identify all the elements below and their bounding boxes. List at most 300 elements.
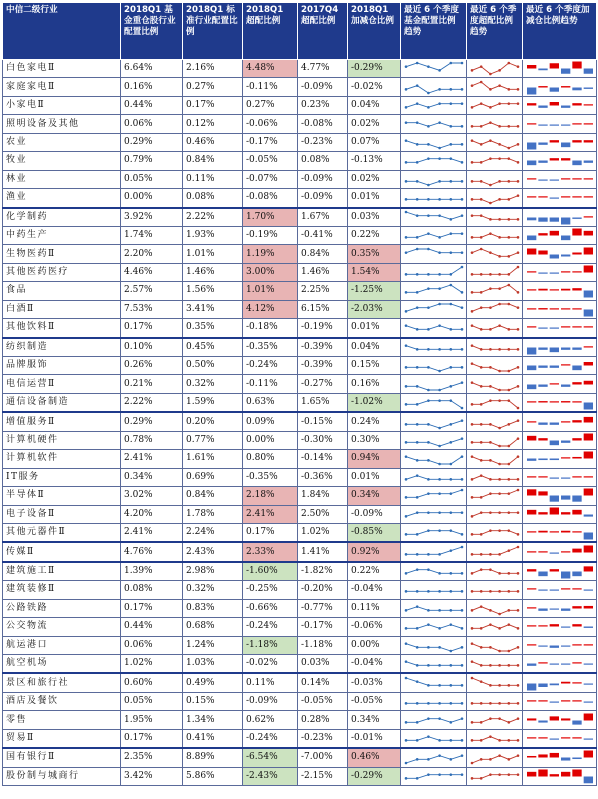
trend-bar bbox=[572, 123, 581, 124]
trend-point bbox=[517, 609, 520, 612]
trend-bar bbox=[572, 476, 581, 477]
value-cell: 1.02% bbox=[298, 523, 348, 542]
trend-point bbox=[508, 702, 511, 705]
trend-point bbox=[517, 646, 520, 649]
table-row bbox=[3, 450, 597, 468]
trend-point bbox=[508, 388, 511, 391]
value-cell: 0.10% bbox=[121, 338, 183, 357]
trend-point bbox=[508, 88, 511, 91]
value-cell: 0.09% bbox=[243, 412, 298, 431]
trend-line bbox=[406, 249, 462, 253]
trend-point bbox=[480, 292, 483, 295]
trend-bar bbox=[584, 247, 593, 254]
table-row bbox=[3, 189, 597, 208]
trend-bar bbox=[527, 476, 536, 477]
value-cell: 0.92% bbox=[348, 542, 401, 561]
trend-point bbox=[438, 158, 441, 161]
trend-bar bbox=[538, 250, 547, 254]
trend-bar bbox=[550, 366, 559, 368]
trend-line bbox=[472, 141, 518, 148]
value-cell: 2.20% bbox=[121, 245, 183, 263]
trend-point bbox=[438, 88, 441, 91]
trend-bar bbox=[550, 102, 559, 106]
trend-bar bbox=[584, 123, 593, 124]
industry-name: 其他元器件Ⅱ bbox=[3, 523, 121, 542]
trend-point bbox=[508, 328, 511, 331]
trend-point bbox=[480, 306, 483, 309]
trend-point bbox=[405, 777, 408, 780]
trend-point bbox=[438, 251, 441, 254]
trend-point bbox=[427, 684, 430, 687]
trend-bar bbox=[561, 772, 570, 777]
trend-line bbox=[472, 570, 518, 574]
allocation-trend-sparkline bbox=[401, 60, 467, 78]
trend-point bbox=[498, 649, 501, 652]
trend-line bbox=[406, 212, 462, 219]
trend-point bbox=[450, 549, 453, 552]
trend-bar bbox=[538, 755, 547, 758]
value-cell: 0.49% bbox=[183, 673, 243, 692]
trend-bar bbox=[561, 645, 570, 646]
industry-name: 公交物流 bbox=[3, 618, 121, 636]
trend-point bbox=[427, 273, 430, 276]
trend-point bbox=[416, 214, 419, 217]
trend-bar bbox=[550, 683, 559, 685]
trend-point bbox=[471, 381, 474, 384]
trend-point bbox=[471, 676, 474, 679]
table-row bbox=[3, 655, 597, 674]
trend-bar bbox=[561, 496, 570, 500]
trend-point bbox=[498, 493, 501, 496]
position-change-bars bbox=[523, 542, 597, 561]
trend-point bbox=[416, 441, 419, 444]
industry-name: 家庭家电Ⅱ bbox=[3, 78, 121, 96]
trend-point bbox=[427, 530, 430, 533]
trend-point bbox=[461, 456, 464, 459]
trend-point bbox=[489, 273, 492, 276]
value-cell: 0.03% bbox=[298, 655, 348, 674]
trend-bar bbox=[538, 422, 547, 424]
position-change-bars bbox=[523, 673, 597, 692]
trend-point bbox=[471, 84, 474, 87]
position-change-bars bbox=[523, 431, 597, 449]
value-cell: -2.03% bbox=[348, 300, 401, 318]
allocation-trend-sparkline bbox=[401, 245, 467, 263]
allocation-trend-sparkline bbox=[401, 282, 467, 300]
trend-bar bbox=[550, 625, 559, 627]
value-cell: 2.57% bbox=[121, 282, 183, 300]
value-cell: 1.01% bbox=[183, 245, 243, 263]
position-change-bars bbox=[523, 226, 597, 244]
trend-point bbox=[480, 646, 483, 649]
trend-point bbox=[438, 463, 441, 466]
trend-point bbox=[450, 758, 453, 761]
trend-point bbox=[498, 325, 501, 328]
trend-point bbox=[498, 273, 501, 276]
trend-point bbox=[405, 88, 408, 91]
trend-point bbox=[498, 102, 501, 105]
trend-point bbox=[450, 88, 453, 91]
trend-point bbox=[416, 646, 419, 649]
trend-point bbox=[438, 445, 441, 448]
trend-point bbox=[471, 310, 474, 313]
trend-point bbox=[498, 553, 501, 556]
trend-point bbox=[450, 649, 453, 652]
trend-bar bbox=[527, 197, 536, 198]
allocation-trend-sparkline bbox=[401, 450, 467, 468]
trend-point bbox=[517, 125, 520, 128]
trend-point bbox=[517, 456, 520, 459]
trend-point bbox=[480, 511, 483, 514]
value-cell: -7.00% bbox=[298, 748, 348, 767]
column-header: 2018Q1 加减仓比例 bbox=[348, 3, 401, 60]
value-cell: -0.05% bbox=[243, 152, 298, 170]
trend-point bbox=[461, 646, 464, 649]
overweight-trend-sparkline bbox=[467, 523, 523, 542]
trend-point bbox=[517, 306, 520, 309]
value-cell: 0.41% bbox=[183, 729, 243, 748]
overweight-trend-sparkline bbox=[467, 300, 523, 318]
trend-point bbox=[471, 456, 474, 459]
trend-point bbox=[416, 721, 419, 724]
table-row bbox=[3, 208, 597, 227]
trend-point bbox=[438, 288, 441, 291]
overweight-trend-sparkline bbox=[467, 338, 523, 357]
table-row bbox=[3, 357, 597, 375]
allocation-trend-sparkline bbox=[401, 412, 467, 431]
value-cell: 3.02% bbox=[121, 487, 183, 505]
position-change-bars bbox=[523, 152, 597, 170]
trend-bar bbox=[538, 233, 547, 235]
trend-point bbox=[517, 684, 520, 687]
value-cell: 4.77% bbox=[298, 60, 348, 78]
table-row bbox=[3, 393, 597, 412]
trend-point bbox=[489, 459, 492, 462]
table-row bbox=[3, 729, 597, 748]
value-cell: 0.04% bbox=[348, 96, 401, 114]
overweight-trend-sparkline bbox=[467, 78, 523, 96]
trend-point bbox=[416, 702, 419, 705]
value-cell: 0.68% bbox=[183, 618, 243, 636]
trend-point bbox=[416, 385, 419, 388]
trend-bar bbox=[550, 254, 559, 258]
trend-line bbox=[406, 304, 462, 311]
trend-bar bbox=[538, 700, 547, 701]
trend-point bbox=[480, 496, 483, 499]
industry-name: 建筑装修Ⅱ bbox=[3, 581, 121, 599]
trend-line bbox=[472, 531, 518, 535]
value-cell: 3.92% bbox=[121, 208, 183, 227]
trend-point bbox=[427, 568, 430, 571]
trend-point bbox=[427, 91, 430, 94]
trend-point bbox=[405, 441, 408, 444]
trend-point bbox=[517, 511, 520, 514]
trend-bar bbox=[572, 682, 581, 683]
trend-point bbox=[498, 717, 501, 720]
trend-point bbox=[471, 739, 474, 742]
value-cell: 0.16% bbox=[121, 78, 183, 96]
trend-point bbox=[450, 493, 453, 496]
trend-point bbox=[480, 366, 483, 369]
trend-point bbox=[508, 198, 511, 201]
trend-point bbox=[508, 62, 511, 65]
overweight-trend-sparkline bbox=[467, 636, 523, 654]
trend-line bbox=[472, 490, 518, 497]
trend-point bbox=[416, 348, 419, 351]
position-change-bars bbox=[523, 412, 597, 431]
value-cell: -1.02% bbox=[348, 393, 401, 412]
table-row bbox=[3, 282, 597, 300]
trend-bar bbox=[527, 551, 536, 552]
trend-point bbox=[517, 407, 520, 410]
trend-point bbox=[427, 624, 430, 627]
trend-bar bbox=[584, 489, 593, 496]
industry-name: 公路铁路 bbox=[3, 599, 121, 617]
trend-bar bbox=[572, 252, 581, 254]
value-cell: 1.78% bbox=[183, 505, 243, 523]
position-change-bars bbox=[523, 468, 597, 486]
value-cell: 8.89% bbox=[183, 748, 243, 767]
industry-name: 林业 bbox=[3, 170, 121, 188]
industry-name: 品牌服饰 bbox=[3, 357, 121, 375]
trend-point bbox=[450, 572, 453, 575]
value-cell: 2.25% bbox=[298, 282, 348, 300]
trend-point bbox=[450, 463, 453, 466]
trend-point bbox=[461, 591, 464, 594]
trend-point bbox=[517, 251, 520, 254]
trend-bar bbox=[550, 531, 559, 532]
trend-point bbox=[405, 423, 408, 426]
trend-point bbox=[416, 306, 419, 309]
trend-point bbox=[517, 161, 520, 164]
value-cell: 0.11% bbox=[243, 673, 298, 692]
trend-point bbox=[438, 684, 441, 687]
value-cell: 0.46% bbox=[348, 748, 401, 767]
overweight-trend-sparkline bbox=[467, 581, 523, 599]
trend-point bbox=[427, 125, 430, 128]
industry-name: 传媒Ⅱ bbox=[3, 542, 121, 561]
trend-bar bbox=[550, 231, 559, 236]
trend-bar bbox=[527, 384, 536, 389]
value-cell: 3.42% bbox=[121, 767, 183, 785]
value-cell: -0.11% bbox=[243, 375, 298, 393]
value-cell: -0.01% bbox=[348, 729, 401, 748]
allocation-trend-sparkline bbox=[401, 319, 467, 338]
trend-point bbox=[517, 88, 520, 91]
value-cell: 0.50% bbox=[183, 357, 243, 375]
trend-point bbox=[405, 180, 408, 183]
trend-point bbox=[508, 591, 511, 594]
trend-bar bbox=[572, 644, 581, 645]
trend-point bbox=[416, 161, 419, 164]
trend-point bbox=[438, 609, 441, 612]
trend-point bbox=[508, 303, 511, 306]
trend-point bbox=[427, 702, 430, 705]
trend-point bbox=[461, 755, 464, 758]
trend-point bbox=[450, 125, 453, 128]
allocation-trend-sparkline bbox=[401, 115, 467, 133]
trend-bar bbox=[538, 69, 547, 71]
trend-bar bbox=[561, 159, 570, 161]
trend-bar bbox=[584, 87, 593, 88]
trend-point bbox=[508, 102, 511, 105]
trend-bar bbox=[527, 290, 536, 291]
trend-bar bbox=[527, 737, 536, 738]
value-cell: 1.24% bbox=[183, 636, 243, 654]
trend-point bbox=[471, 627, 474, 630]
overweight-trend-sparkline bbox=[467, 393, 523, 412]
trend-point bbox=[471, 292, 474, 295]
trend-point bbox=[471, 251, 474, 254]
trend-point bbox=[461, 609, 464, 612]
trend-point bbox=[480, 273, 483, 276]
value-cell: 1.95% bbox=[121, 711, 183, 729]
table-row bbox=[3, 412, 597, 431]
trend-point bbox=[517, 773, 520, 776]
value-cell: 0.84% bbox=[183, 487, 243, 505]
trend-bar bbox=[527, 308, 536, 309]
value-cell: -1.18% bbox=[243, 636, 298, 654]
trend-line bbox=[472, 304, 518, 311]
trend-point bbox=[480, 348, 483, 351]
trend-line bbox=[406, 285, 462, 292]
value-cell: 0.00% bbox=[348, 636, 401, 654]
value-cell: -0.39% bbox=[298, 357, 348, 375]
trend-bar bbox=[584, 161, 593, 163]
value-cell: 1.46% bbox=[298, 263, 348, 281]
trend-point bbox=[508, 236, 511, 239]
trend-point bbox=[508, 399, 511, 402]
trend-point bbox=[480, 385, 483, 388]
trend-point bbox=[480, 459, 483, 462]
overweight-trend-sparkline bbox=[467, 450, 523, 468]
trend-bar bbox=[538, 572, 547, 577]
trend-bar bbox=[527, 589, 536, 590]
trend-point bbox=[438, 478, 441, 481]
trend-point bbox=[489, 348, 492, 351]
industry-name: 牧业 bbox=[3, 152, 121, 170]
value-cell: 0.84% bbox=[183, 152, 243, 170]
position-change-bars bbox=[523, 599, 597, 617]
trend-line bbox=[472, 775, 518, 779]
trend-point bbox=[498, 530, 501, 533]
trend-point bbox=[450, 511, 453, 514]
trend-point bbox=[427, 459, 430, 462]
trend-point bbox=[416, 664, 419, 667]
trend-point bbox=[450, 478, 453, 481]
trend-bar bbox=[572, 161, 581, 166]
trend-point bbox=[416, 568, 419, 571]
trend-line bbox=[406, 85, 462, 92]
allocation-trend-sparkline bbox=[401, 357, 467, 375]
trend-point bbox=[438, 591, 441, 594]
trend-point bbox=[517, 218, 520, 221]
value-cell: 0.05% bbox=[121, 170, 183, 188]
trend-bar bbox=[550, 753, 559, 758]
trend-bar bbox=[584, 216, 593, 217]
trend-point bbox=[438, 388, 441, 391]
value-cell: 0.45% bbox=[183, 338, 243, 357]
trend-point bbox=[517, 664, 520, 667]
trend-point bbox=[498, 303, 501, 306]
trend-line bbox=[406, 643, 462, 650]
trend-point bbox=[461, 143, 464, 146]
allocation-trend-sparkline bbox=[401, 133, 467, 151]
position-change-bars bbox=[523, 487, 597, 505]
value-cell: -0.17% bbox=[298, 618, 348, 636]
trend-line bbox=[406, 607, 462, 611]
trend-bar bbox=[572, 103, 581, 105]
trend-point bbox=[405, 273, 408, 276]
trend-point bbox=[438, 273, 441, 276]
allocation-trend-sparkline bbox=[401, 78, 467, 96]
trend-point bbox=[517, 180, 520, 183]
trend-point bbox=[461, 381, 464, 384]
trend-bar bbox=[561, 308, 570, 309]
trend-line bbox=[472, 476, 518, 480]
trend-point bbox=[498, 478, 501, 481]
trend-bar bbox=[550, 738, 559, 739]
trend-bar bbox=[572, 589, 581, 590]
value-cell: -0.06% bbox=[348, 618, 401, 636]
trend-point bbox=[508, 255, 511, 258]
value-cell: 0.28% bbox=[298, 711, 348, 729]
trend-bar bbox=[572, 382, 581, 384]
trend-line bbox=[472, 82, 518, 89]
trend-point bbox=[480, 236, 483, 239]
trend-point bbox=[427, 366, 430, 369]
trend-bar bbox=[561, 700, 570, 701]
trend-line bbox=[406, 368, 462, 372]
table-row bbox=[3, 581, 597, 599]
value-cell: 0.23% bbox=[298, 96, 348, 114]
trend-point bbox=[427, 143, 430, 146]
trend-point bbox=[461, 292, 464, 295]
value-cell: 4.12% bbox=[243, 300, 298, 318]
trend-point bbox=[498, 84, 501, 87]
position-change-bars bbox=[523, 60, 597, 78]
value-cell: 2.22% bbox=[183, 208, 243, 227]
value-cell: 0.29% bbox=[121, 412, 183, 431]
trend-point bbox=[427, 609, 430, 612]
trend-bar bbox=[572, 347, 581, 349]
trend-bar bbox=[527, 421, 536, 422]
trend-bar bbox=[550, 774, 559, 776]
overweight-trend-sparkline bbox=[467, 357, 523, 375]
trend-bar bbox=[527, 626, 536, 627]
trend-point bbox=[438, 755, 441, 758]
industry-name: 国有银行Ⅱ bbox=[3, 748, 121, 767]
trend-line bbox=[406, 234, 462, 238]
trend-point bbox=[508, 147, 511, 150]
trend-bar bbox=[527, 217, 536, 220]
position-change-bars bbox=[523, 338, 597, 357]
value-cell: 1.46% bbox=[183, 263, 243, 281]
trend-point bbox=[471, 777, 474, 780]
trend-point bbox=[498, 370, 501, 373]
trend-line bbox=[472, 457, 518, 464]
trend-point bbox=[480, 568, 483, 571]
trend-point bbox=[517, 437, 520, 440]
trend-point bbox=[405, 642, 408, 645]
trend-point bbox=[450, 530, 453, 533]
industry-name: 航空机场 bbox=[3, 655, 121, 674]
overweight-trend-sparkline bbox=[467, 542, 523, 561]
trend-point bbox=[480, 423, 483, 426]
trend-bar bbox=[550, 159, 559, 161]
overweight-trend-sparkline bbox=[467, 115, 523, 133]
trend-point bbox=[416, 236, 419, 239]
